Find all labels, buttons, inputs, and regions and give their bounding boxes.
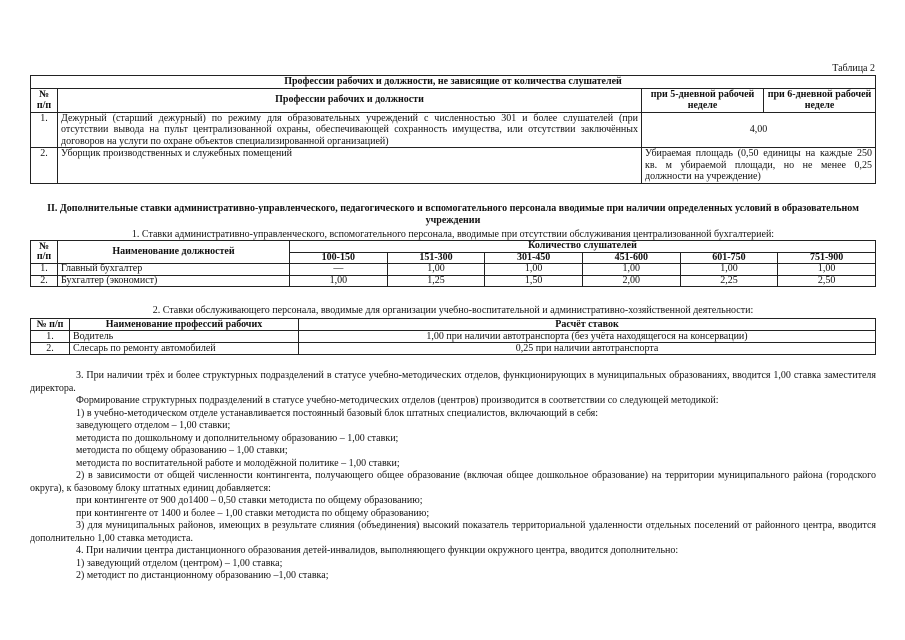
table-service-staff <box>30 318 876 355</box>
row-cell: 2,25 <box>680 275 778 287</box>
body-text <box>30 370 876 583</box>
list-item: методиста по общему образованию – 1,00 ставки; <box>76 445 288 456</box>
header-range: 451-600 <box>582 252 680 264</box>
row-cell: 1,00 <box>290 275 388 287</box>
header-range: 601-750 <box>680 252 778 264</box>
section-2-title: II. Дополнительные ставки административно-управленческого, педагогического и вспомогательного персонала вводимые при наличии определенных условий в образовательном учреждении <box>47 203 859 226</box>
table-admin-rates <box>30 240 876 287</box>
list-item: заведующего отделом – 1,00 ставки; <box>76 420 231 431</box>
table-professions <box>30 75 876 184</box>
header-5day: при 5-дневной рабочей неделе <box>642 88 764 112</box>
paragraph: 1) в учебно-методическом отделе устанавливается постоянный базовый блок штатных специалистов, включающий в себя: <box>76 407 599 419</box>
paragraph: 4. При наличии центра дистанционного образования детей-инвалидов, выполняющего функции окружного центра, вводится дополнительно: <box>76 545 679 556</box>
row-num: 1. <box>31 264 58 276</box>
paragraph: 2) методист по дистанционному образованию –1,00 ставка; <box>76 570 329 581</box>
row-cell: 1,50 <box>485 275 583 287</box>
paragraph: при контингенте от 900 до1400 – 0,50 ставки методиста по общему образованию; <box>76 495 423 506</box>
header-profession: Наименование профессий рабочих <box>70 319 299 331</box>
row-cell: 1,00 <box>582 264 680 276</box>
row-cell: 1,00 <box>485 264 583 276</box>
row-cell: 1,25 <box>387 275 485 287</box>
paragraph: Формирование структурных подразделений в статусе учебно-методических отделов (центров) производится в соответствии со следующей методикой: <box>76 395 719 406</box>
table-title: Профессии рабочих и должности, не зависящие от количества слушателей <box>31 76 876 89</box>
header-6day: при 6-дневной рабочей неделе <box>764 88 876 112</box>
header-students-count: Количество слушателей <box>290 241 876 253</box>
row-cell: 1,00 <box>387 264 485 276</box>
row-num: 1. <box>31 112 58 148</box>
row-name: Дежурный (старший дежурный) по режиму для образовательных учреждений с численностью 301 и более слушателей (при отсутствии вывода на пульт централизованной охраны, обеспечивающей сохранность имущества, или отсутствии заключённых договоров на услуги по охране объектов специализированной организацией) <box>58 112 642 148</box>
table-row <box>31 331 876 343</box>
row-cell: — <box>290 264 388 276</box>
header-range: 301-450 <box>485 252 583 264</box>
list-item: методиста по дошкольному и дополнительному образованию – 1,00 ставки; <box>76 432 399 444</box>
paragraph: при контингенте от 1400 и более – 1,00 ставки методиста по общему образованию; <box>76 507 430 519</box>
table-number-label: Таблица 2 <box>832 63 875 74</box>
header-num: № п/п <box>31 88 58 112</box>
row-name: Главный бухгалтер <box>58 264 290 276</box>
table-row <box>31 112 876 148</box>
header-position: Наименование должностей <box>58 241 290 264</box>
list-item: методиста по воспитательной работе и молодёжной политике – 1,00 ставки; <box>76 457 400 469</box>
table-row <box>31 343 876 355</box>
header-range: 751-900 <box>778 252 876 264</box>
paragraph: 3) для муниципальных районов, имеющих в результате слияния (объединения) высокий показатель территориальной удаленности отдельных поселений от районного центра, вводится дополнительно 1,00 ставка методиста. <box>30 520 876 544</box>
row-cell: 1,00 <box>680 264 778 276</box>
paragraph: 3. При наличии трёх и более структурных подразделений в статусе учебно-методических отделов, функционирующих в муниципальных образованиях, вводится 1,00 ставка заместителя директора. <box>30 370 876 394</box>
row-name: Бухгалтер (экономист) <box>58 275 290 287</box>
row-value: 4,00 <box>642 112 876 148</box>
header-range: 100-150 <box>290 252 388 264</box>
row-cell: 1,00 <box>778 264 876 276</box>
row-cell: 2,50 <box>778 275 876 287</box>
paragraph-2: 2. Ставки обслуживающего персонала, вводимые для организации учебно-воспитательной и административно-хозяйственной деятельности: <box>152 305 754 316</box>
header-num: № п/п <box>31 319 70 331</box>
row-num: 1. <box>31 331 70 343</box>
table-row <box>31 264 876 276</box>
header-num: № п/п <box>31 241 58 264</box>
row-name: Слесарь по ремонту автомобилей <box>70 343 299 355</box>
row-value: Убираемая площадь (0,50 единицы на каждые 250 кв. м убираемой площади, но не менее 0,25 должности на учреждение) <box>642 148 876 184</box>
paragraph: 2) в зависимости от общей численности контингента, получающего общее образование (включая общее дошкольное образование) на территории муниципального района (городского округа), к базовому блоку штатных единиц добавляется: <box>30 470 876 494</box>
paragraph: 1) заведующий отделом (центром) – 1,00 ставка; <box>76 557 283 569</box>
header-profession: Профессии рабочих и должности <box>58 88 642 112</box>
row-calc: 0,25 при наличии автотранспорта <box>299 343 876 355</box>
header-range: 151-300 <box>387 252 485 264</box>
row-name: Уборщик производственных и служебных помещений <box>58 148 642 184</box>
row-num: 2. <box>31 148 58 184</box>
row-calc: 1,00 при наличии автотранспорта (без учёта находящегося на консервации) <box>299 331 876 343</box>
table-row <box>31 148 876 184</box>
header-calc: Расчёт ставок <box>299 319 876 331</box>
table-row <box>31 275 876 287</box>
row-num: 2. <box>31 343 70 355</box>
paragraph-1: 1. Ставки административно-управленческого, вспомогательного персонала, вводимые при отсутствии обслуживания централизованной бухгалтерией: <box>131 229 775 240</box>
row-name: Водитель <box>70 331 299 343</box>
row-cell: 2,00 <box>582 275 680 287</box>
row-num: 2. <box>31 275 58 287</box>
